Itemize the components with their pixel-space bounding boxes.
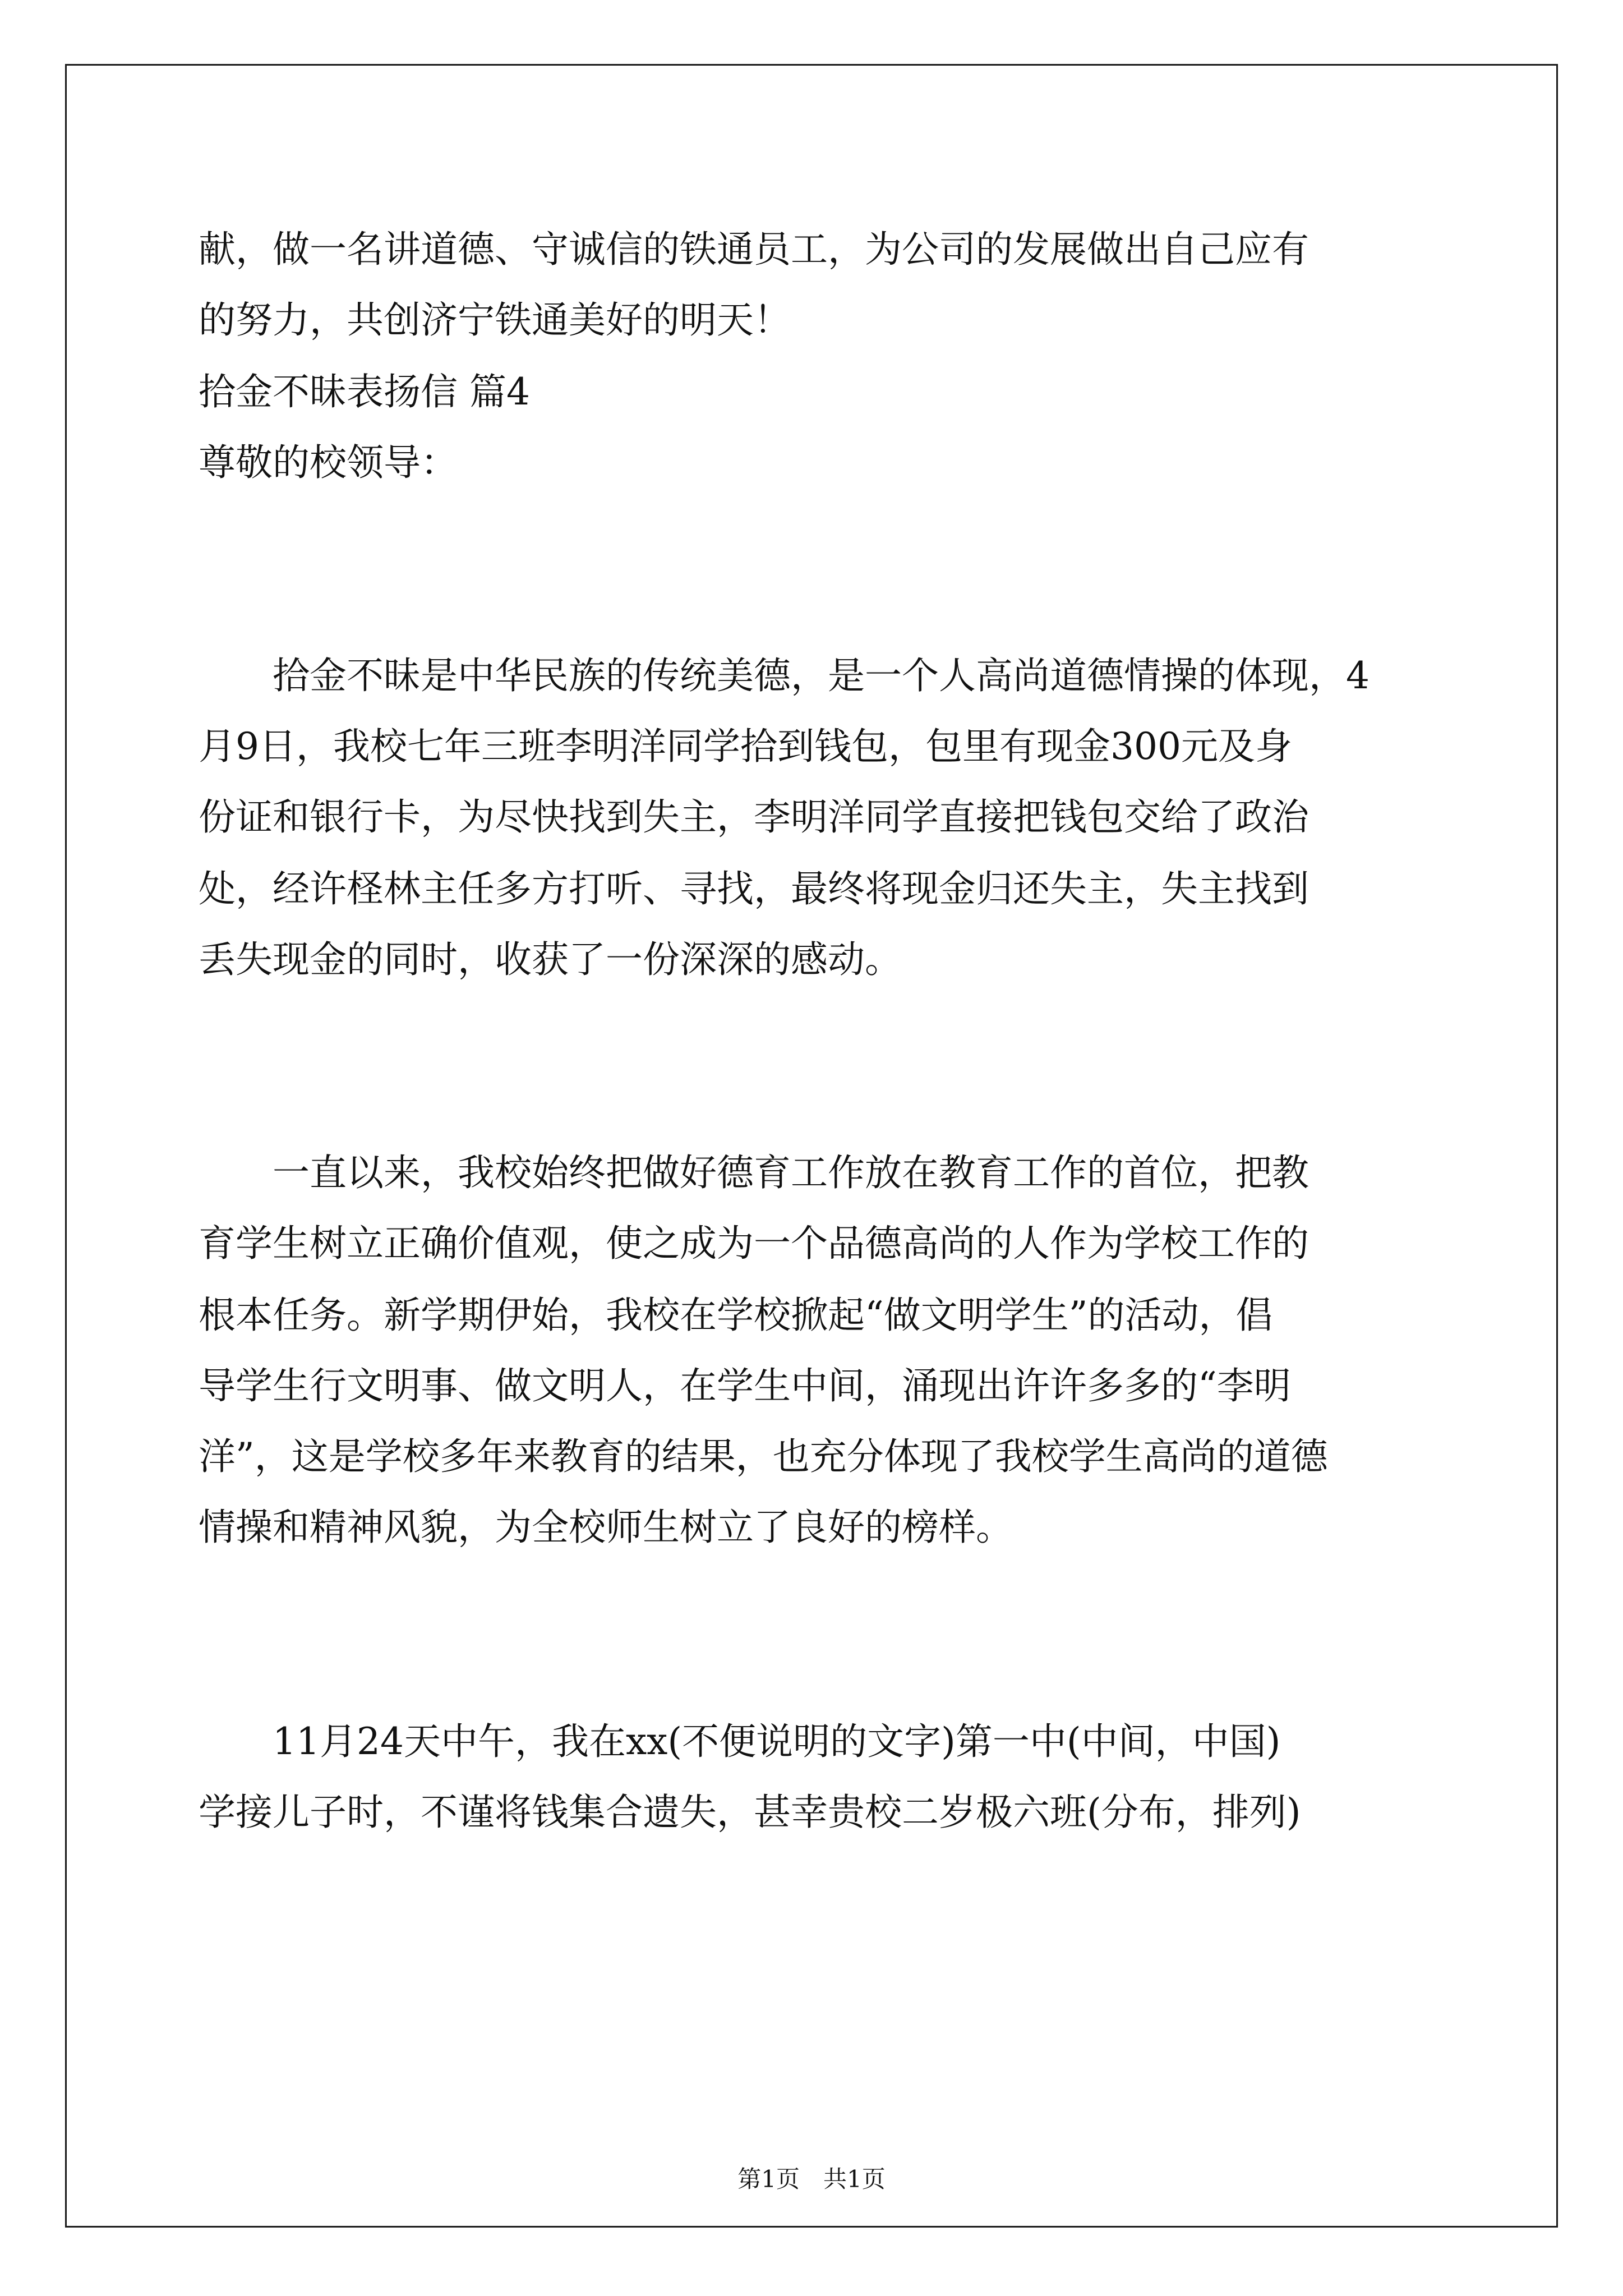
text-line-5: 拾金不昧是中华民族的传统美德，是一个人高尚道德情操的体现，4 — [199, 654, 1370, 697]
text-line-17: 学接儿子时，不谨将钱集合遗失，甚幸贵校二岁极六班(分布，排列) — [199, 1791, 1301, 1834]
text-line-12: 根本任务。新学期伊始，我校在学校掀起“做文明学生”的活动，倡 — [199, 1294, 1273, 1337]
text-line-1: 献，做一名讲道德、守诚信的铁通员工，为公司的发展做出自己应有 — [199, 228, 1309, 271]
text-line-10: 一直以来，我校始终把做好德育工作放在教育工作的首位，把教 — [199, 1151, 1309, 1194]
section-heading: 拾金不昧表扬信 篇4 — [199, 370, 530, 413]
text-line-14: 洋”，这是学校多年来教育的结果，也充分体现了我校学生高尚的道德 — [199, 1435, 1328, 1478]
salutation: 尊敬的校领导： — [199, 441, 458, 484]
text-line-8: 处，经许柽林主任多方打听、寻找，最终将现金归还失主，失主找到 — [199, 867, 1309, 910]
text-line-13: 导学生行文明事、做文明人，在学生中间，涌现出许许多多的“李明 — [199, 1364, 1291, 1407]
text-line-16: 11月24天中午，我在xx(不便说明的文字)第一中(中间，中国) — [199, 1720, 1281, 1763]
text-line-15: 情操和精神风貌，为全校师生树立了良好的榜样。 — [199, 1506, 1013, 1549]
text-line-9: 丢失现金的同时，收获了一份深深的感动。 — [199, 938, 902, 981]
text-line-11: 育学生树立正确价值观，使之成为一个品德高尚的人作为学校工作的 — [199, 1222, 1309, 1265]
text-line-7: 份证和银行卡，为尽快找到失主，李明洋同学直接把钱包交给了政治 — [199, 795, 1309, 839]
text-line-6: 月9日，我校七年三班李明洋同学拾到钱包，包里有现金300元及身 — [199, 725, 1292, 768]
text-line-2: 的努力，共创济宁铁通美好的明天！ — [199, 298, 791, 342]
page-footer: 第1页 共1页 — [737, 2165, 886, 2193]
